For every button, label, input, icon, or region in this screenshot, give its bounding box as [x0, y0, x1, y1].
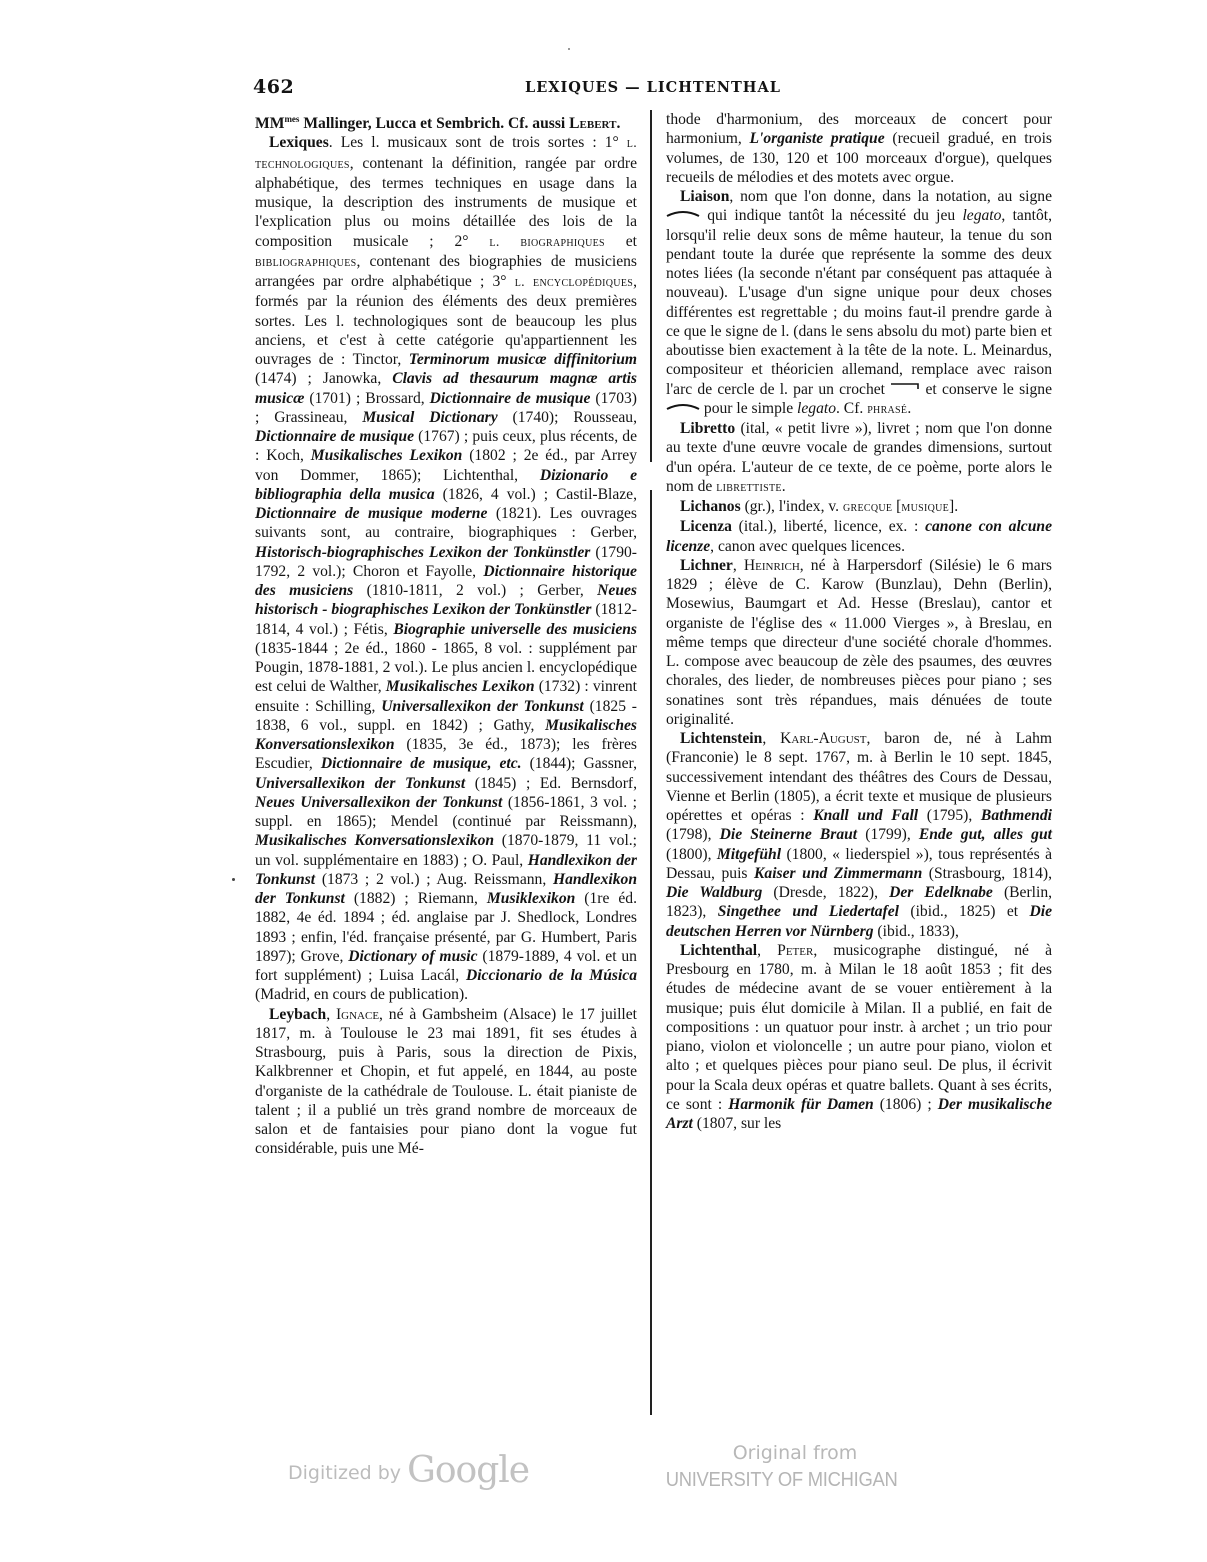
digitization-watermark [0, 1432, 1207, 1502]
entry-headword: Licenza [680, 518, 732, 536]
original-from-label: Original from [732, 1442, 858, 1464]
slur-sign-icon [666, 208, 700, 218]
entry-libretto: Libretto (ital, « petit livre »), livret ; nom que l'on donne au texte d'une œuvre vocale de grandes dimensions, surtout d'un opéra. L'auteur de ce texte, de ce poème, porte alors le nom de librettiste. [666, 420, 1052, 495]
entry-continuation: thode d'harmonium, des morceaux de concert pour harmonium, L'organiste pratique (recueil gradué, en trois volumes, de 130, 120 et 100 morceaux d'orgue), quelques recueils de mélodies et des motets avec orgue. [666, 111, 1052, 186]
scan-speck [232, 878, 235, 881]
entry-headword: Lichtenthal [680, 941, 758, 959]
institution-label: UNIVERSITY OF MICHIGAN [665, 1469, 898, 1491]
entry-continuation: $MM^{mes}$ Mallinger, Lucca et Sembrich. Cf. aussi Lebert. [255, 114, 621, 133]
entry-headword: Liaison [680, 188, 730, 205]
entry-headword: Lichanos [680, 498, 741, 515]
column-divider [650, 490, 652, 1415]
entry-headword: Libretto [680, 420, 736, 437]
entry-lichanos: Lichanos (gr.), l'index, v. grecque [musique]. [680, 498, 959, 515]
entry-lichtenstein: Lichtenstein, Karl-August, baron de, né à Lahm (Franconie) le 8 sept. 1767, m. à Berlin le 10 sept. 1845, successivement intendant des théâtres des Cours de Dessau, Vienne et Berlin (1805), a écrit texte et musique de plusieurs opérettes et opéras : Knall und Fall (1795), Bathmendi (1798), Die Steinerne Braut (1799), Ende gut, alles gut (1800), Mitgefühl (1800, « liederspiel »), tous représentés à Dessau, puis Kaiser und Zimmermann (Strasbourg, 1814), Die Waldburg (Dresde, 1822), Der Edelknabe (Berlin, 1823), Singethee und Liedertafel (ibid., 1825) et Die deutschen Herren vor Nürnberg (ibid., 1833), [666, 730, 1053, 940]
running-title: LEXIQUES — LICHTENTHAL [525, 79, 781, 96]
right-column [666, 110, 1052, 1133]
google-logo: Google [407, 1450, 530, 1491]
slur-sign-icon [666, 401, 700, 411]
column-divider [650, 110, 652, 462]
entry-headword: Lichner [680, 556, 733, 574]
page-header [253, 76, 1053, 98]
entry-headword: Lexiques [269, 134, 329, 152]
entry-headword: Lichtenstein [680, 730, 763, 747]
scan-speck [568, 48, 570, 50]
crochet-sign-icon [890, 382, 920, 390]
entry-lexiques: Lexiques. Les l. musicaux sont de trois sortes : 1° l. technologiques, contenant la définition, rangée par ordre alphabétique, des termes techniques en usage dans la musique, la description des instruments de musique et l'explication plus ou moins détaillée des lois de la composition musicale ; 2° l. biographiques et bibliographiques, contenant des biographies de musiciens arrangées par ordre alphabétique ; 3° l. encyclopédiques, formés par la réunion des éléments des deux premières sortes. Les l. technologiques sont de beaucoup les plus anciens, et c'est à cette catégorie qu'appartiennent les ouvrages de : Tinctor, Terminorum musicæ diffinitorium (1474) ; Janowka, Clavis ad thesaurum magnæ artis musicæ (1701) ; Brossard, Dictionnaire de musique (1703) ; Grassineau, Musical Dictionary (1740); Rousseau, Dictionnaire de musique (1767) ; puis ceux, plus récents, de : Koch, Musikalisches Lexikon (1802 ; 2e éd., par Arrey von Dommer, 1865); Lichtenthal, Dizionario e bibliographia della musica (1826, 4 vol.) ; Castil-Blaze, Dictionnaire de musique moderne (1821). Les ouvrages suivants sont, au contraire, biographiques : Gerber, Historisch-biographisches Lexikon der Tonkünstler (1790-1792, 2 vol.); Choron et Fayolle, Dictionnaire historique des musiciens (1810-1811, 2 vol.) ; Gerber, Neues historisch - biographisches Lexikon der Tonkünstler (1812-1814, 4 vol.) ; Fétis, Biographie universelle des musiciens (1835-1844 ; 2e éd., 1860 - 1865, 8 vol. : supplément par Pougin, 1878-1881, 2 vol.). Le plus ancien l. encyclopédique est celui de Walther, Musikalisches Lexikon (1732) : vinrent ensuite : Schilling, Universallexikon der Tonkunst (1825 - 1838, 6 vol., suppl. en 1842) ; Gathy, Musikalisches Konversationslexikon (1835, 3e éd., 1873); les frères Escudier, Dictionnaire de musique, etc. (1844); Gassner, Universallexikon der Tonkunst (1845) ; Ed. Bernsdorf, Neues Universallexikon der Tonkunst (1856-1861, 3 vol. ; suppl. en 1865); Mendel (continué par Reissmann), Musikalisches Konversationslexikon (1870-1879, 11 vol.; un vol. supplémentaire en 1883) ; O. Paul, Handlexikon der Tonkunst (1873 ; 2 vol.) ; Aug. Reissmann, Handlexikon der Tonkunst (1882) ; Riemann, Musiklexikon (1re éd. 1882, 4e éd. 1894 ; éd. anglaise par J. Shedlock, Londres 1893 ; enfin, l'éd. française présenté, par G. Humbert, Paris 1897); Grove, Dictionary of music (1879-1889, 4 vol. et un fort supplément) ; Luisa Lacál, Diccionario de la Música (Madrid, en cours de publication). [255, 134, 638, 1004]
left-column [255, 110, 637, 1159]
entry-leybach: Leybach, Ignace, né à Gambsheim (Alsace) le 17 juillet 1817, m. à Toulouse le 23 mai 1891, fit ses études à Strasbourg, puis à Paris, sous la direction de Pixis, Kalkbrenner et Chopin, et fut appelé, en 1844, au poste d'organiste de la cathédrale de Toulouse. L. était pianiste de talent ; il a publié un très grand nombre de morceaux de salon et de fantaisies pour piano dont la vogue fut considérable, puis une Mé- [255, 1005, 637, 1158]
entry-liaison: Liaison, nom que l'on donne, dans la notation, au signe qui indique tantôt la nécessité du jeu legato, tantôt, lorsqu'il relie deux sons de même hauteur, la tenue du son pendant toute la durée que représente la somme des deux notes liées (la seconde n'étant par conséquent pas attaquée à nouveau). L'usage d'un signe unique pour deux choses différentes est regrettable ; du moins faut-il prendre garde à ce que le signe de l. (dans le sens absolu du mot) parte bien et aboutisse bien exactement à la tête de la note. L. Meinardus, compositeur et théoricien allemand, remplace avec raison l'arc de cercle de l. par un crochet et conserve le signe pour le simple legato. Cf. phrasé. [666, 188, 1052, 417]
digitized-by-label: Digitized by Google [288, 1450, 530, 1491]
entry-lichner: Lichner, Heinrich, né à Harpersdorf (Silésie) le 6 mars 1829 ; élève de C. Karow (Bunzlau), Dehn (Berlin), Mosewius, Baumgart et Ad. Hesse (Breslau), cantor et organiste de l'église des « 11.000 Vierges », à Breslau, en même temps que directeur d'une société chorale d'hommes. L. compose avec beaucoup de zèle des psaumes, des œuvres chorales, des lieder, de nombreuses pièces pour piano ; ses sonatines sont très répandues, mais dénuées de toute originalité. [666, 556, 1052, 728]
entry-headword: Leybach [269, 1005, 327, 1023]
entry-licenza: Licenza (ital.), liberté, licence, ex. : canone con alcune licenze, canon avec quelques licences. [666, 518, 1052, 555]
entry-lichtenthal: Lichtenthal, Peter, musicographe distingué, né à Presbourg en 1780, m. à Milan le 18 août 1853 ; fit des études de médecine avant de se vouer entièrement à la musique; puis élut domicile à Milan. Il a publié, en fait de compositions : un quatuor pour instr. à archet ; un trio pour piano, violon et violoncelle ; un autre pour piano, violon et alto ; et quelques pièces pour piano seul. De plus, il écrivit pour la Scala deux opéras et quatre ballets. Quant à ses écrits, ce sont : Harmonik für Damen (1806) ; Der musikalische Arzt (1807, sur les [666, 941, 1052, 1132]
page-number: 462 [253, 76, 295, 98]
